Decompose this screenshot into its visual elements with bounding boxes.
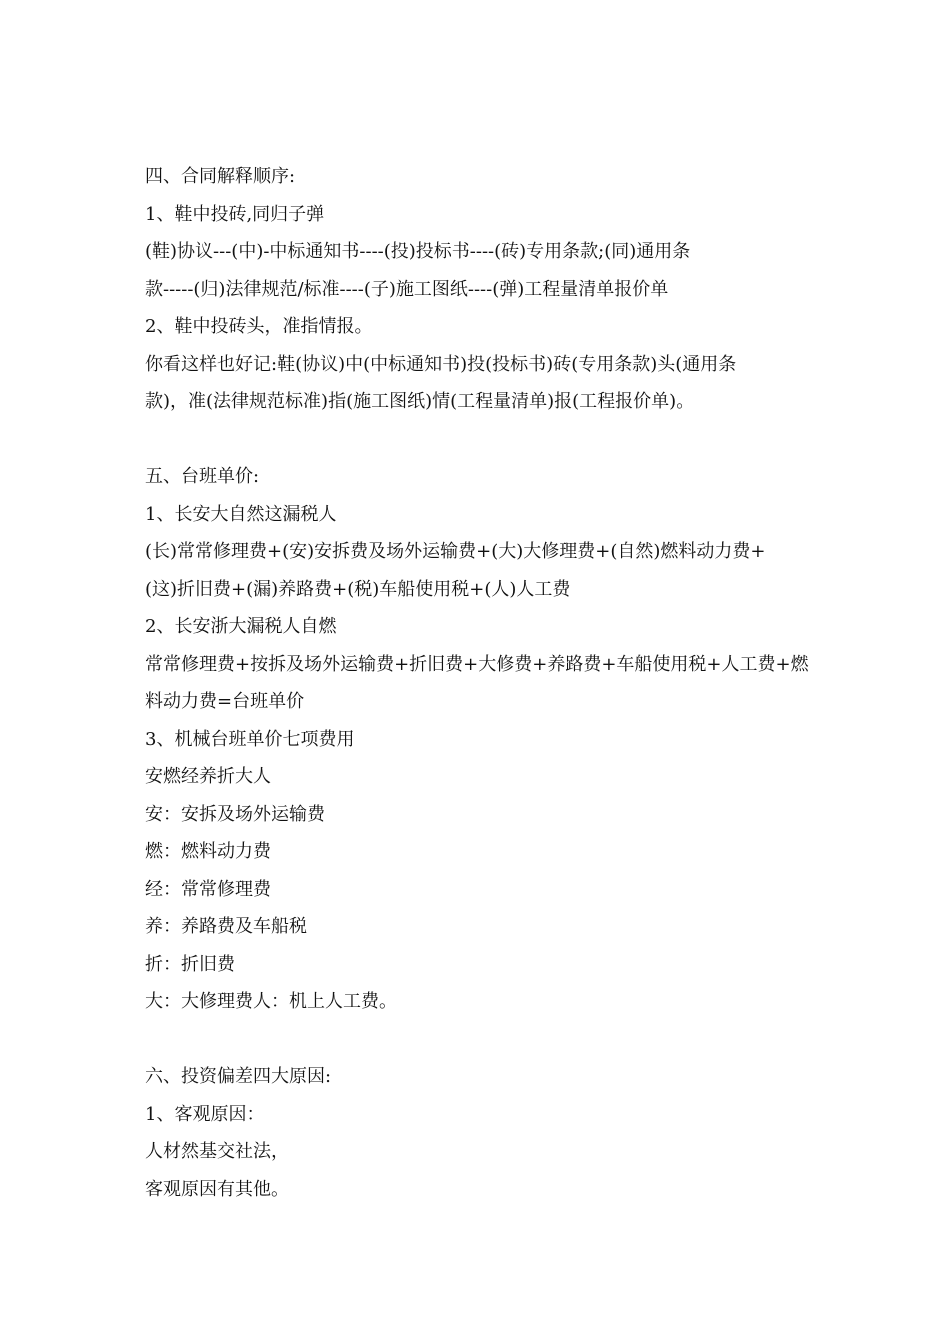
section-gap xyxy=(145,1021,813,1059)
text-line: 款-----(归)法律规范/标准----(子)施工图纸----(弹)工程量清单报价单 xyxy=(145,278,669,300)
text-line: 3、机械台班单价七项费用 xyxy=(145,728,355,750)
section-heading-5: 五、台班单价: xyxy=(145,466,260,487)
text-line: (鞋)协议---(中)-中标通知书----(投)投标书----(砖)专用条款;(同)通用条 xyxy=(145,241,691,262)
text-line: 你看这样也好记:鞋(协议)中(中标通知书)投(投标书)砖(专用条款)头(通用条 xyxy=(145,353,737,375)
text-line: 常常修理费+按拆及场外运输费+折旧费+大修费+养路费+车船使用税+人工费+燃 xyxy=(145,653,809,675)
text-line: 1、客观原因： xyxy=(145,1103,265,1125)
text-line: 大：大修理费人：机上人工费。 xyxy=(145,991,397,1012)
text-line: 款)，准(法律规范标准)指(施工图纸)情(工程量清单)报(工程报价单)。 xyxy=(145,391,695,412)
text-line: 1、鞋中投砖,同归子弹 xyxy=(145,203,325,225)
text-line: 安：安拆及场外运输费 xyxy=(145,803,325,825)
text-line: (这)折旧费+(漏)养路费+(税)车船使用税+(人)人工费 xyxy=(145,578,571,600)
section-heading-6: 六、投资偏差四大原因: xyxy=(145,1066,332,1087)
text-line: 1、长安大自然这漏税人 xyxy=(145,503,337,525)
section-heading-4: 四、合同解释顺序: xyxy=(145,166,296,187)
text-line: 折：折旧费 xyxy=(145,953,235,975)
text-line: 客观原因有其他。 xyxy=(145,1178,289,1200)
text-line: 燃：燃料动力费 xyxy=(145,841,271,862)
text-line: 经：常常修理费 xyxy=(145,878,271,900)
text-line: 2、鞋中投砖头，准指情报。 xyxy=(145,316,373,337)
document-page xyxy=(145,158,813,1208)
text-line: 人材然基交社法， xyxy=(145,1141,289,1162)
text-line: 养：养路费及车船税 xyxy=(145,916,307,937)
text-line: 2、长安浙大漏税人自燃 xyxy=(145,616,337,637)
text-line: (长)常常修理费+(安)安拆费及场外运输费+(大)大修理费+(自然)燃料动力费+ xyxy=(145,541,766,562)
text-line: 料动力费=台班单价 xyxy=(145,691,305,712)
section-gap xyxy=(145,421,813,459)
text-line: 安燃经养折大人 xyxy=(145,766,271,787)
